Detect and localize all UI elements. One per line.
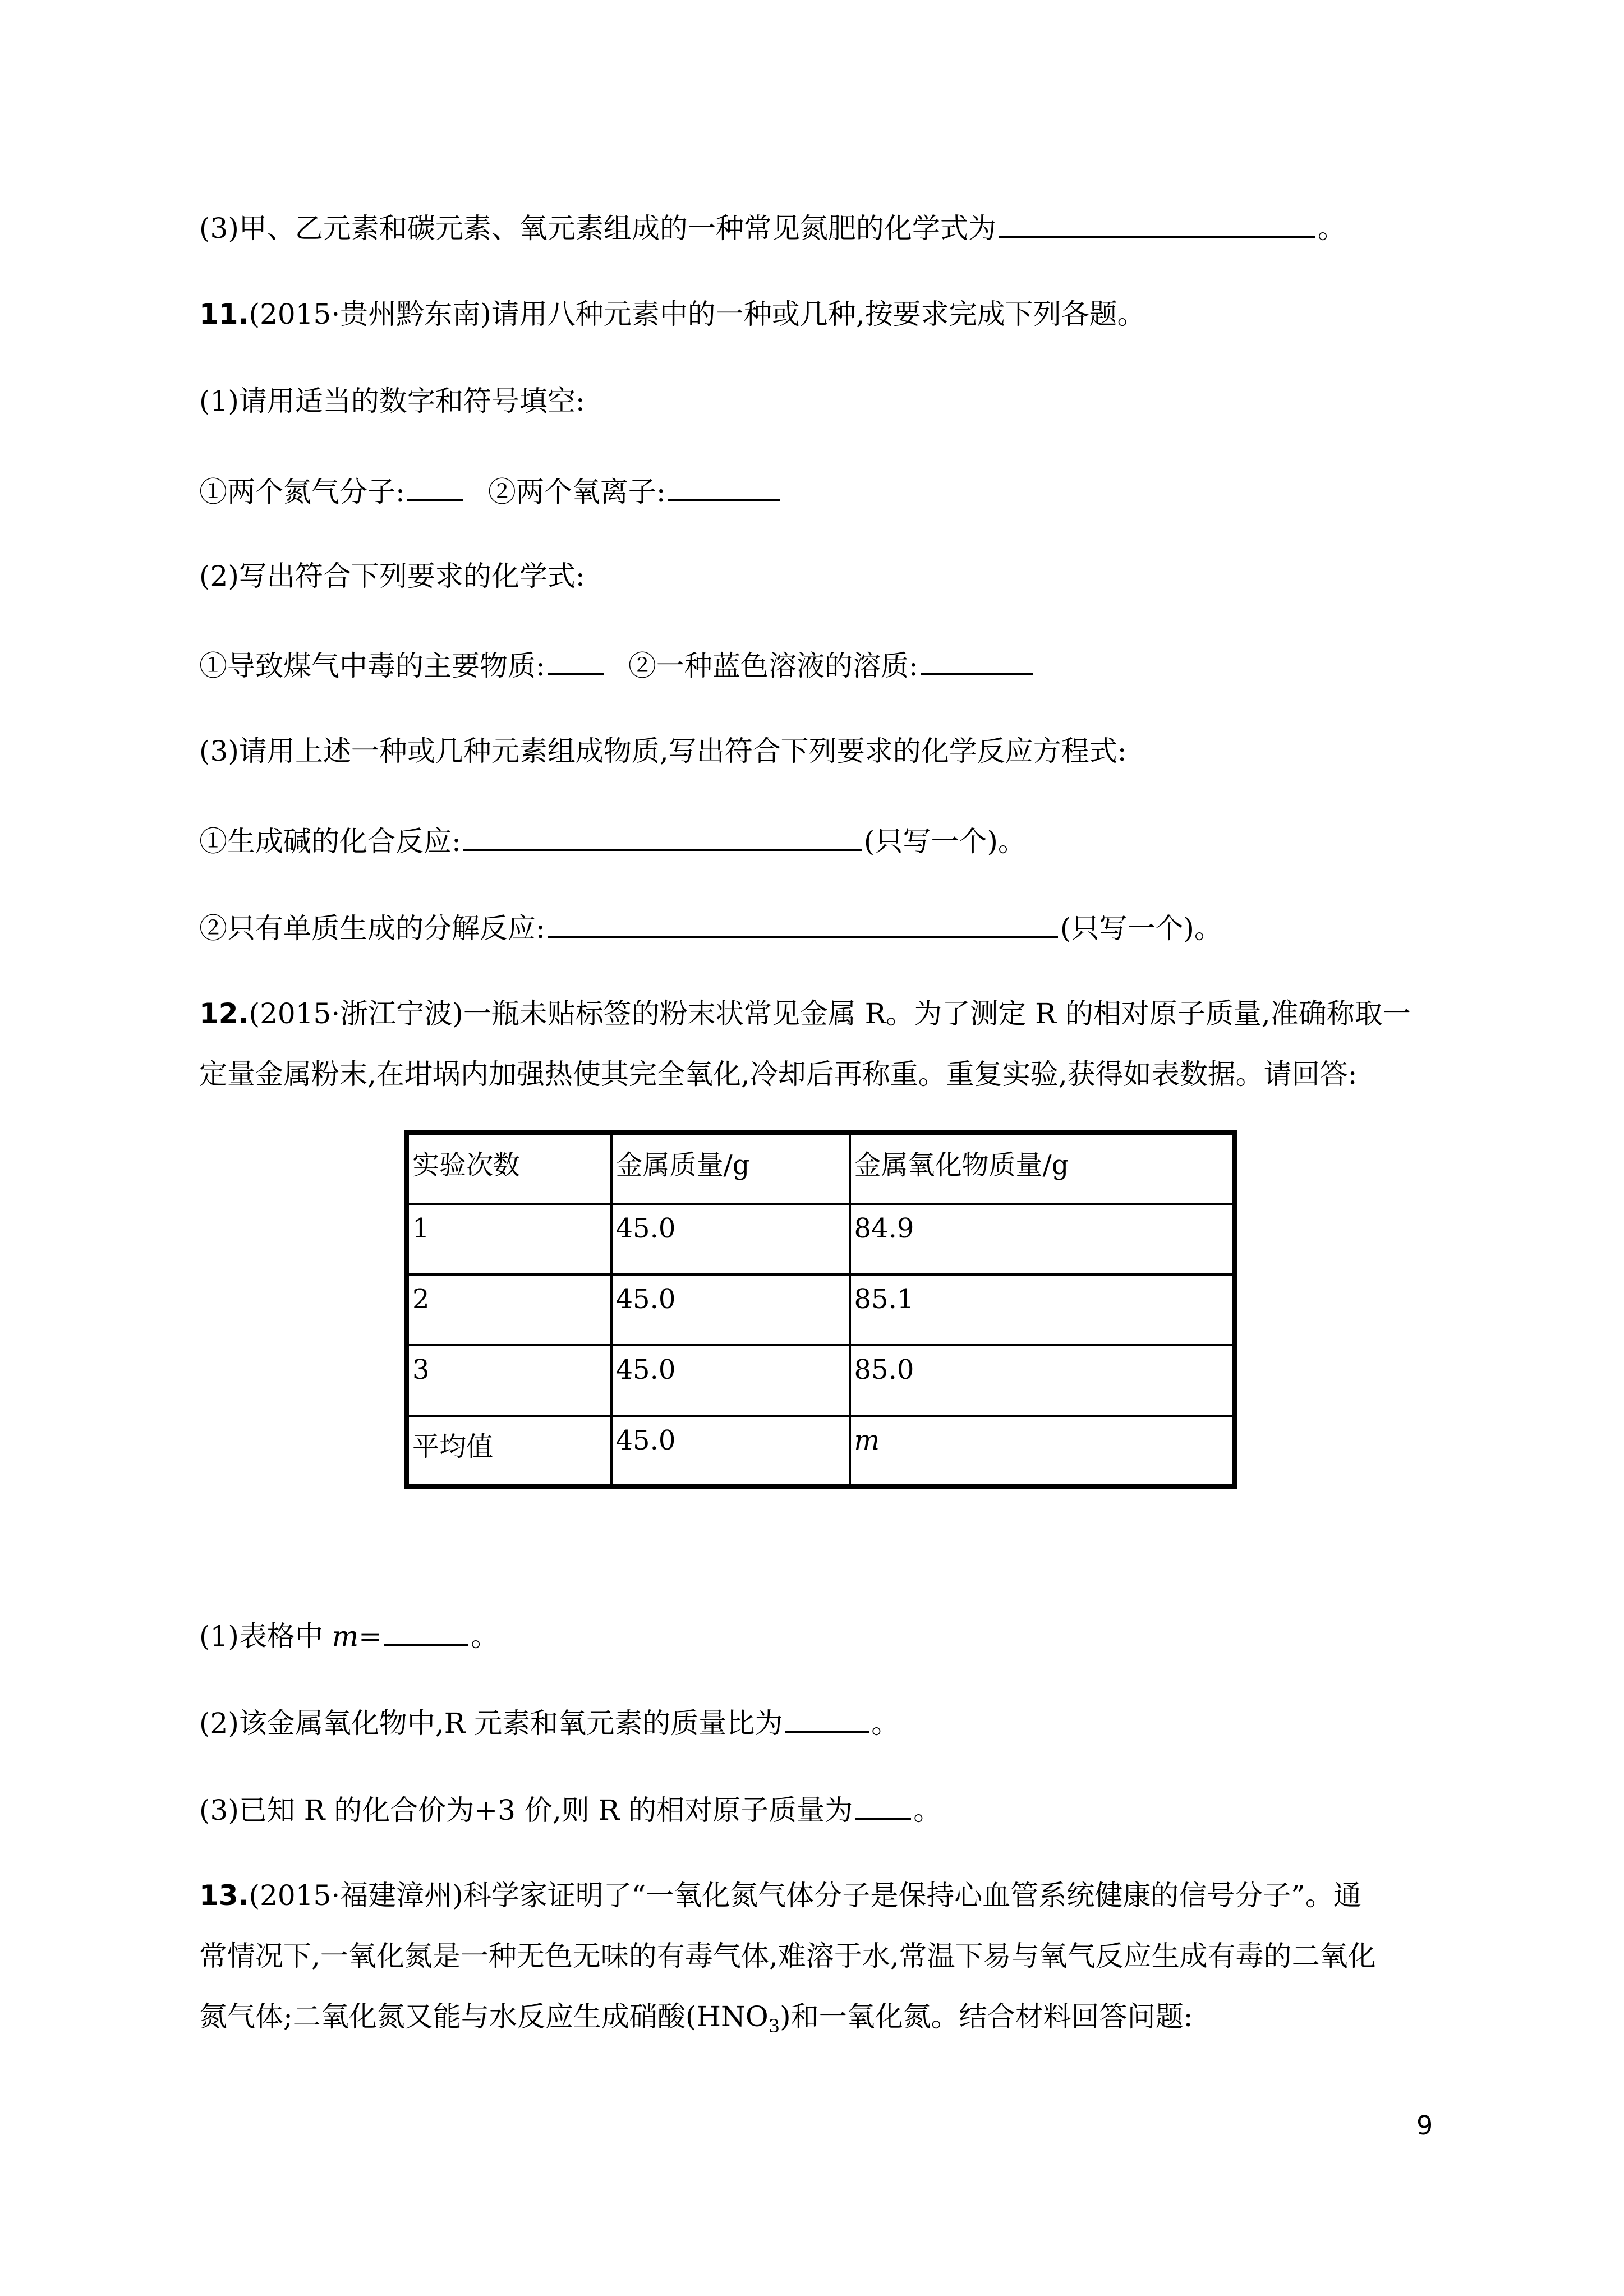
question-12-stem-cont: 定量金属粉末,在坩埚内加强热使其完全氧化,冷却后再称重。重复实验,获得如表数据。请回答:	[199, 1058, 1358, 1091]
answer-blank[interactable]	[668, 471, 780, 501]
question-13-stem-cont-2: 氮气体;二氧化氮又能与水反应生成硝酸$(HNO_3)$和一氧化氮。结合材料回答问题:	[199, 2000, 1193, 2037]
table-cell: m	[850, 1416, 1235, 1487]
table-cell: 45.0	[611, 1204, 850, 1274]
question-11-stem: 11.(2015·贵州黔东南)请用八种元素中的一种或几种,按要求完成下列各题。	[199, 298, 1145, 330]
table-row	[407, 1204, 1235, 1274]
answer-blank[interactable]	[463, 821, 862, 851]
table-cell: 2	[407, 1274, 611, 1345]
answer-blank[interactable]	[548, 908, 1058, 938]
question-11-part-3-item-2: ②只有单质生成的分解反应: (只写一个)。	[199, 908, 1222, 946]
question-11-part-3-item-1: ①生成碱的化合反应: (只写一个)。	[199, 821, 1026, 859]
header-cell: 金属氧化物质量/g	[850, 1133, 1235, 1204]
table-cell: 85.0	[850, 1345, 1235, 1416]
answer-blank[interactable]	[407, 471, 463, 501]
table-cell: 45.0	[611, 1345, 850, 1416]
question-12-part-3: (3)已知 R 的化合价为+3 价,则 R 的相对原子质量为 。	[199, 1789, 941, 1828]
question-12-stem: 12.(2015·浙江宁波)一瓶未贴标签的粉末状常见金属 R。为了测定 R 的相对原子质量,准确称取一	[199, 997, 1411, 1030]
question-12-part-2: (2)该金属氧化物中,R 元素和氧元素的质量比为 。	[199, 1703, 899, 1741]
table-cell: 45.0	[611, 1274, 850, 1345]
answer-blank[interactable]	[921, 645, 1033, 675]
table-cell: 45.0	[611, 1416, 850, 1487]
question-13-stem: 13.(2015·福建漳州)科学家证明了“一氧化氮气体分子是保持心血管系统健康的信号分子”。通	[199, 1879, 1361, 1912]
table-cell: 平均值	[407, 1416, 611, 1487]
question-11-part-3: (3)请用上述一种或几种元素组成物质,写出符合下列要求的化学反应方程式:	[199, 735, 1127, 767]
table-row	[407, 1274, 1235, 1345]
answer-blank[interactable]	[384, 1616, 468, 1646]
page-number: 9	[1416, 2110, 1433, 2141]
question-11-part-1-items: ①两个氮气分子: ②两个氧离子:	[199, 471, 783, 510]
question-number: 12.	[199, 997, 249, 1030]
data-table	[404, 1130, 1237, 1489]
table-cell: 3	[407, 1345, 611, 1416]
question-13-stem-cont: 常情况下,一氧化氮是一种无色无味的有毒气体,难溶于水,常温下易与氧气反应生成有毒的二氧化	[199, 1940, 1376, 1972]
question-12-part-1: (1)表格中 m= 。	[199, 1616, 499, 1654]
answer-blank[interactable]	[785, 1703, 869, 1733]
question-10-part-3: (3)甲、乙元素和碳元素、氧元素组成的一种常见氮肥的化学式为 。	[199, 208, 1346, 246]
table-header-row	[407, 1133, 1235, 1204]
table-cell: 85.1	[850, 1274, 1235, 1345]
question-11-part-1: (1)请用适当的数字和符号填空:	[199, 385, 585, 417]
table-cell: 1	[407, 1204, 611, 1274]
table-row	[407, 1345, 1235, 1416]
question-number: 11.	[199, 298, 249, 330]
answer-blank[interactable]	[999, 208, 1315, 238]
answer-blank[interactable]	[548, 645, 604, 675]
answer-blank[interactable]	[855, 1789, 911, 1820]
table-cell: 84.9	[850, 1204, 1235, 1274]
table-row	[407, 1416, 1235, 1487]
header-cell: 金属质量/g	[611, 1133, 850, 1204]
header-cell: 实验次数	[407, 1133, 611, 1204]
question-11-part-2-items: ①导致煤气中毒的主要物质: ②一种蓝色溶液的溶质:	[199, 645, 1035, 684]
question-number: 13.	[199, 1879, 249, 1912]
question-11-part-2: (2)写出符合下列要求的化学式:	[199, 560, 585, 592]
